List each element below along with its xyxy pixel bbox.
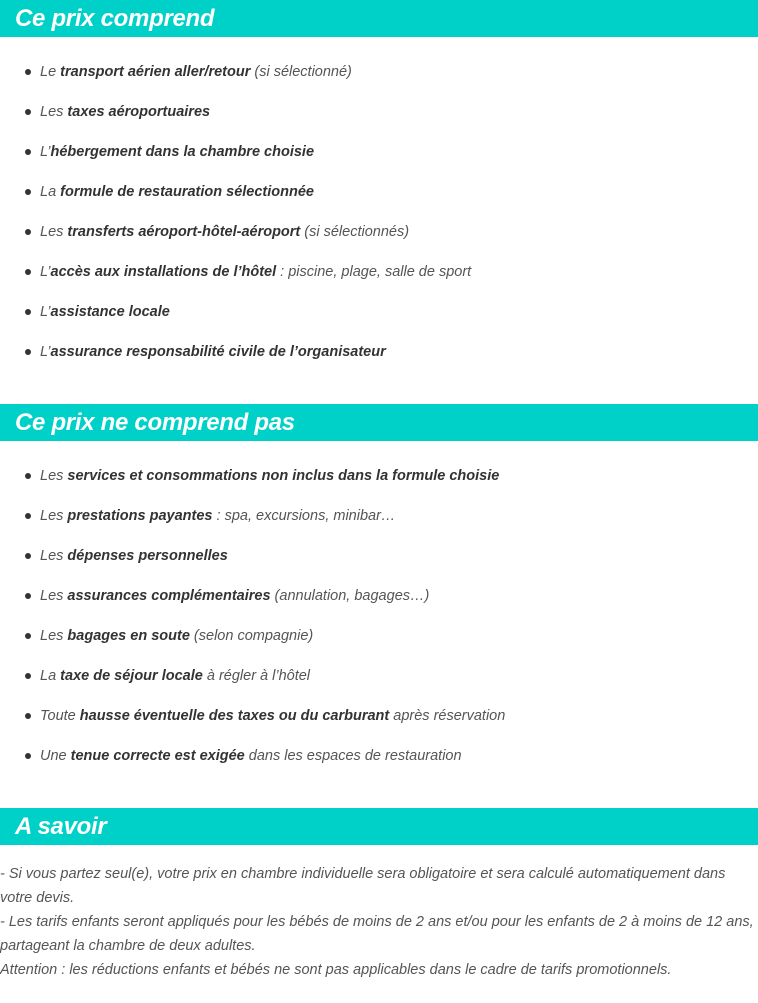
bullet-icon xyxy=(25,309,31,315)
list-item: Les dépenses personnelles xyxy=(0,528,758,568)
bullet-icon xyxy=(25,69,31,75)
bullet-icon xyxy=(25,269,31,275)
list-item: L’assurance responsabilité civile de l’organisateur xyxy=(0,324,758,364)
bullet-icon xyxy=(25,553,31,559)
list-item: La formule de restauration sélectionnée xyxy=(0,164,758,204)
info-paragraph: Attention : les réductions enfants et bébés ne sont pas applicables dans le cadre de tarifs promotionnels. xyxy=(0,962,672,978)
bullet-icon xyxy=(25,149,31,155)
bullet-icon xyxy=(25,753,31,759)
list-item: Les bagages en soute (selon compagnie) xyxy=(0,608,758,648)
list-item: L’assistance locale xyxy=(0,284,758,324)
bullet-icon xyxy=(25,229,31,235)
info-paragraph: - Les tarifs enfants seront appliqués pour les bébés de moins de 2 ans et/ou pour les enfants de 2 à moins de 12 ans, partageant la chambre de deux adultes. xyxy=(0,914,754,954)
bullet-icon xyxy=(25,189,31,195)
bullet-icon xyxy=(25,109,31,115)
list-item: L’accès aux installations de l’hôtel : piscine, plage, salle de sport xyxy=(0,244,758,284)
list-item: Les assurances complémentaires (annulation, bagages…) xyxy=(0,568,758,608)
info-header xyxy=(0,808,758,845)
info-text xyxy=(0,845,758,982)
list-item: Toute hausse éventuelle des taxes ou du carburant après réservation xyxy=(0,688,758,728)
info-title: A savoir xyxy=(15,812,107,840)
info-paragraph: - Si vous partez seul(e), votre prix en chambre individuelle sera obligatoire et sera calculé automatiquement dans votre devis. xyxy=(0,866,726,906)
included-header xyxy=(0,0,758,37)
list-item: Une tenue correcte est exigée dans les espaces de restauration xyxy=(0,728,758,768)
included-list xyxy=(0,37,758,367)
excluded-title: Ce prix ne comprend pas xyxy=(15,408,295,436)
list-item: Le transport aérien aller/retour (si sélectionné) xyxy=(0,44,758,84)
list-item: L’hébergement dans la chambre choisie xyxy=(0,124,758,164)
list-item: Les services et consommations non inclus dans la formule choisie xyxy=(0,448,758,488)
excluded-header xyxy=(0,404,758,441)
list-item: Les transferts aéroport-hôtel-aéroport (si sélectionnés) xyxy=(0,204,758,244)
bullet-icon xyxy=(25,473,31,479)
bullet-icon xyxy=(25,513,31,519)
bullet-icon xyxy=(25,673,31,679)
included-title: Ce prix comprend xyxy=(15,4,215,32)
bullet-icon xyxy=(25,713,31,719)
bullet-icon xyxy=(25,633,31,639)
bullet-icon xyxy=(25,593,31,599)
bullet-icon xyxy=(25,349,31,355)
list-item: Les taxes aéroportuaires xyxy=(0,84,758,124)
excluded-list xyxy=(0,441,758,771)
list-item: Les prestations payantes : spa, excursions, minibar… xyxy=(0,488,758,528)
list-item: La taxe de séjour locale à régler à l’hôtel xyxy=(0,648,758,688)
